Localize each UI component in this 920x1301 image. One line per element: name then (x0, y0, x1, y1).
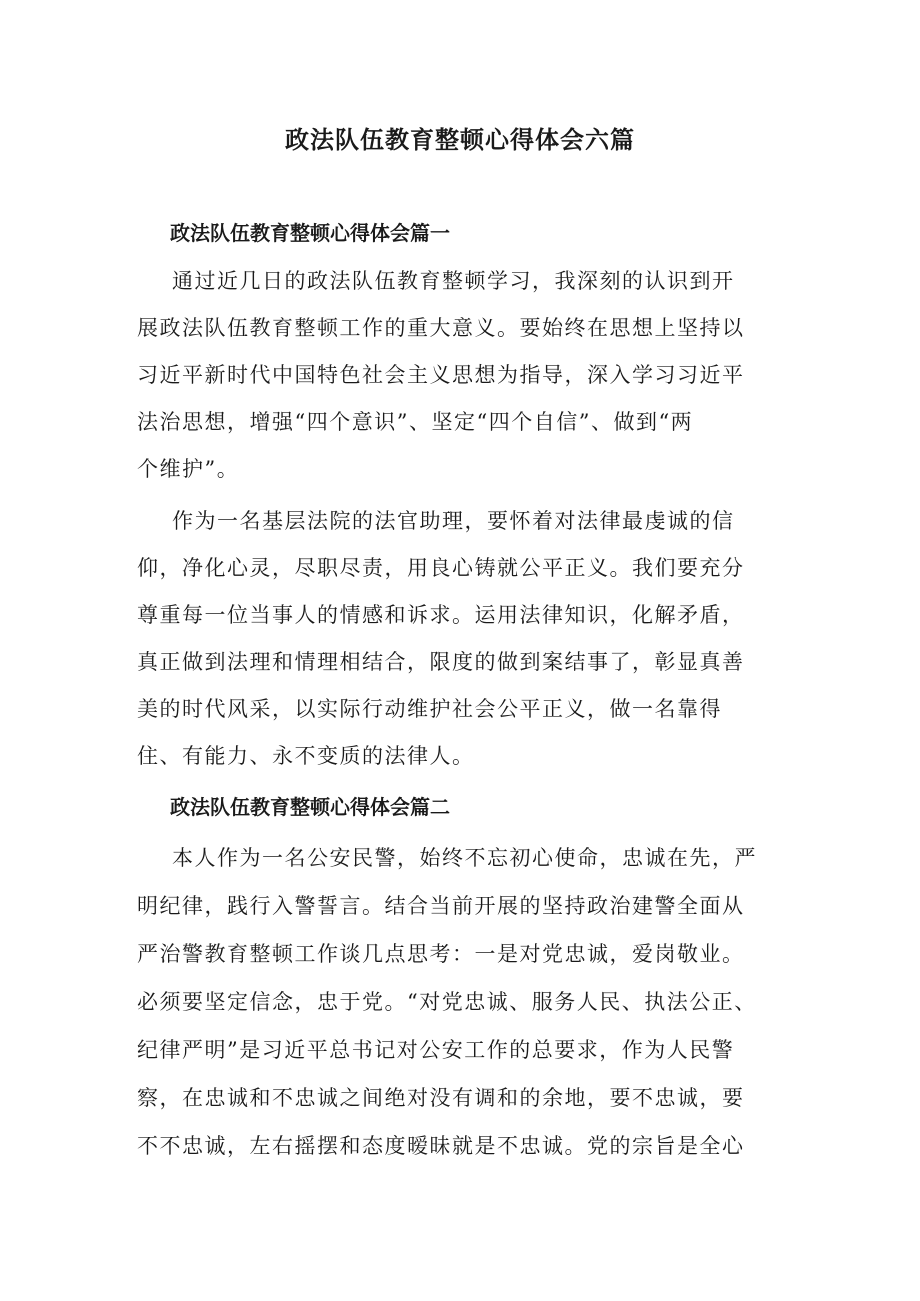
paragraph-line: 习近平新时代中国特色社会主义思想为指导，深入学习习近平 (137, 363, 745, 387)
section-heading-1: 政法队伍教育整顿心得体会篇一 (170, 221, 450, 245)
document-title: 政法队伍教育整顿心得体会六篇 (285, 126, 635, 154)
paragraph-line: 个维护”。 (137, 457, 240, 481)
paragraph-line: 本人作为一名公安民警，始终不忘初心使命，忠诚在先，严 (172, 846, 757, 870)
paragraph-line: 不不忠诚，左右摇摆和态度暧昧就是不忠诚。党的宗旨是全心 (137, 1134, 745, 1158)
paragraph-line: 仰，净化心灵，尽职尽责，用良心铸就公平正义。我们要充分 (137, 556, 745, 580)
paragraph-line: 作为一名基层法院的法官助理，要怀着对法律最虔诚的信 (172, 509, 735, 533)
paragraph-line: 尊重每一位当事人的情感和诉求。运用法律知识，化解矛盾， (137, 603, 745, 627)
paragraph-line: 明纪律，践行入警誓言。结合当前开展的坚持政治建警全面从 (137, 894, 745, 918)
paragraph-line: 真正做到法理和情理相结合，限度的做到案结事了，彰显真善 (137, 650, 745, 674)
paragraph-line: 必须要坚定信念，忠于党。“对党忠诚、服务人民、执法公正、 (137, 990, 757, 1014)
paragraph-line: 通过近几日的政法队伍教育整顿学习，我深刻的认识到开 (172, 269, 735, 293)
paragraph-line: 法治思想，增强“四个意识”、坚定“四个自信”、做到“两 (137, 410, 694, 434)
paragraph-line: 纪律严明”是习近平总书记对公安工作的总要求，作为人民警 (137, 1038, 735, 1062)
paragraph-line: 美的时代风采，以实际行动维护社会公平正义，做一名靠得 (137, 697, 722, 721)
paragraph-line: 展政法队伍教育整顿工作的重大意义。要始终在思想上坚持以 (137, 316, 745, 340)
section-heading-2: 政法队伍教育整顿心得体会篇二 (170, 795, 450, 819)
paragraph-line: 严治警教育整顿工作谈几点思考：一是对党忠诚，爱岗敬业。 (137, 942, 745, 966)
paragraph-line: 察，在忠诚和不忠诚之间绝对没有调和的余地，要不忠诚，要 (137, 1086, 745, 1110)
paragraph-line: 住、有能力、永不变质的法律人。 (137, 744, 475, 768)
